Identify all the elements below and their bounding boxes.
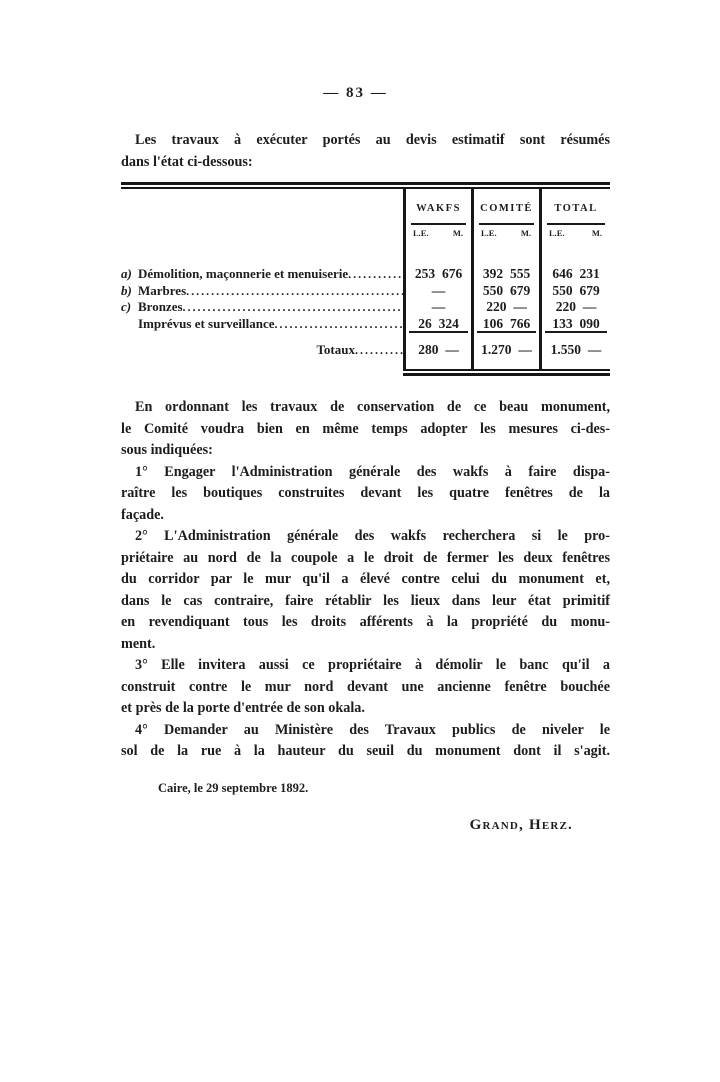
- table-row: [121, 316, 403, 332]
- total-wakfs: 280 —: [418, 342, 459, 357]
- totals-total-cell: [539, 331, 610, 369]
- total-values: [539, 261, 610, 331]
- cell-wakfs: 253 676: [414, 266, 463, 281]
- paragraph-line: en revendiquant tous les droits afférents à la propriété du monu-: [121, 614, 610, 630]
- column-title: WAKFS: [416, 203, 461, 214]
- cell-total: 220 —: [555, 299, 597, 314]
- unit-le-label: L.E.: [413, 228, 429, 238]
- cell-total: 133 090: [552, 315, 600, 331]
- dot-leader: [355, 343, 403, 358]
- cell-comite: 106 766: [482, 315, 531, 331]
- cell-wakfs: —: [431, 299, 446, 314]
- totals-label: Totaux: [316, 342, 355, 357]
- row-letter: c): [121, 299, 132, 314]
- dot-leader: [274, 316, 403, 332]
- column-header-comite: [471, 189, 539, 261]
- paragraph-line: sol de la rue à la hauteur du seuil du monument dont il s'agit.: [121, 743, 610, 759]
- signature: Grand, Herz.: [469, 816, 573, 833]
- column-header-wakfs: [403, 189, 471, 261]
- page-number: — 83 —: [323, 85, 388, 101]
- paragraph-line: façade.: [121, 506, 164, 523]
- total-total: 1.550 —: [550, 342, 602, 357]
- paragraph-line: raître les boutiques construites devant les quatre fenêtres de la: [121, 485, 610, 501]
- paragraph-line: 3° Elle invitera aussi ce propriétaire à démolir le banc qu'il a: [135, 657, 610, 673]
- totals-wakfs-cell: [403, 331, 471, 369]
- table-grid: [121, 189, 610, 369]
- paragraph-line: construit contre le mur nord devant une ancienne fenêtre bouchée: [121, 678, 610, 695]
- cell-total: 550 679: [552, 282, 600, 298]
- dot-leader: [186, 283, 403, 300]
- paragraph-line: sous indiquées:: [121, 442, 213, 458]
- intro-line: Les travaux à exécuter portés au devis estimatif sont résumés: [135, 132, 610, 148]
- body-text: [121, 397, 610, 763]
- unit-le-label: L.E.: [549, 228, 565, 238]
- intro-line: dans l'état ci-dessous:: [121, 153, 253, 170]
- table-row: [121, 299, 403, 316]
- row-letter: b): [121, 282, 132, 298]
- intro-paragraph: [121, 130, 610, 173]
- row-label: Marbres: [138, 282, 187, 298]
- row-label: Démolition, maçonnerie et menuiserie: [138, 266, 349, 281]
- cell-wakfs: 26 324: [418, 315, 459, 331]
- table-stub-header: [121, 189, 403, 261]
- paragraph-line: et près de la porte d'entrée de son okala.: [121, 700, 365, 716]
- paragraph-line: En ordonnant les travaux de conservation de ce beau monument,: [135, 399, 610, 415]
- row-letter: a): [121, 266, 132, 281]
- table-top-double-rule: [121, 182, 610, 189]
- paragraph-line: le Comité voudra bien en même temps adopter les mesures ci-des-: [121, 420, 610, 437]
- table-bottom-double-rule: [403, 369, 610, 376]
- dateline: Caire, le 29 septembre 1892.: [158, 780, 309, 795]
- paragraph-line: ment.: [121, 635, 156, 652]
- wakfs-values: [403, 261, 471, 331]
- paragraph-line: du corridor par le mur qu'il a élevé contre celui du monument et,: [121, 571, 610, 587]
- paragraph-line: dans le cas contraire, faire rétablir les lieux dans leur état primitif: [121, 592, 610, 609]
- column-title: COMITÉ: [480, 203, 533, 214]
- dot-leader: [348, 266, 403, 283]
- cell-wakfs: —: [431, 282, 446, 298]
- table-row: [121, 266, 403, 283]
- table-row: [121, 283, 403, 300]
- paragraph-line: 2° L'Administration générale des wakfs recherchera si le pro-: [135, 528, 610, 544]
- unit-m-label: M.: [591, 228, 602, 238]
- cell-comite: 220 —: [486, 299, 527, 314]
- cell-comite: 392 555: [482, 266, 531, 281]
- paragraph-line: 4° Demander au Ministère des Travaux publics de niveler le: [135, 721, 610, 738]
- row-label: Bronzes: [138, 299, 183, 314]
- estimate-table: [121, 182, 610, 376]
- total-comite: 1.270 —: [481, 342, 532, 357]
- cell-comite: 550 679: [482, 282, 531, 298]
- dot-leader: [183, 299, 403, 316]
- cell-total: 646 231: [552, 266, 600, 281]
- comite-values: [471, 261, 539, 331]
- column-header-total: [539, 189, 610, 261]
- paragraph-line: 1° Engager l'Administration générale des wakfs à faire dispa-: [135, 463, 610, 480]
- totals-label-cell: [121, 331, 403, 369]
- unit-m-label: M.: [520, 228, 531, 238]
- unit-m-label: M.: [452, 228, 463, 238]
- column-title: TOTAL: [554, 203, 598, 214]
- totals-comite-cell: [471, 331, 539, 369]
- unit-le-label: L.E.: [481, 228, 497, 238]
- row-label: Imprévus et surveillance: [138, 315, 275, 331]
- row-labels: [121, 261, 403, 331]
- paragraph-line: priétaire au nord de la coupole a le droit de fermer les deux fenêtres: [121, 549, 610, 566]
